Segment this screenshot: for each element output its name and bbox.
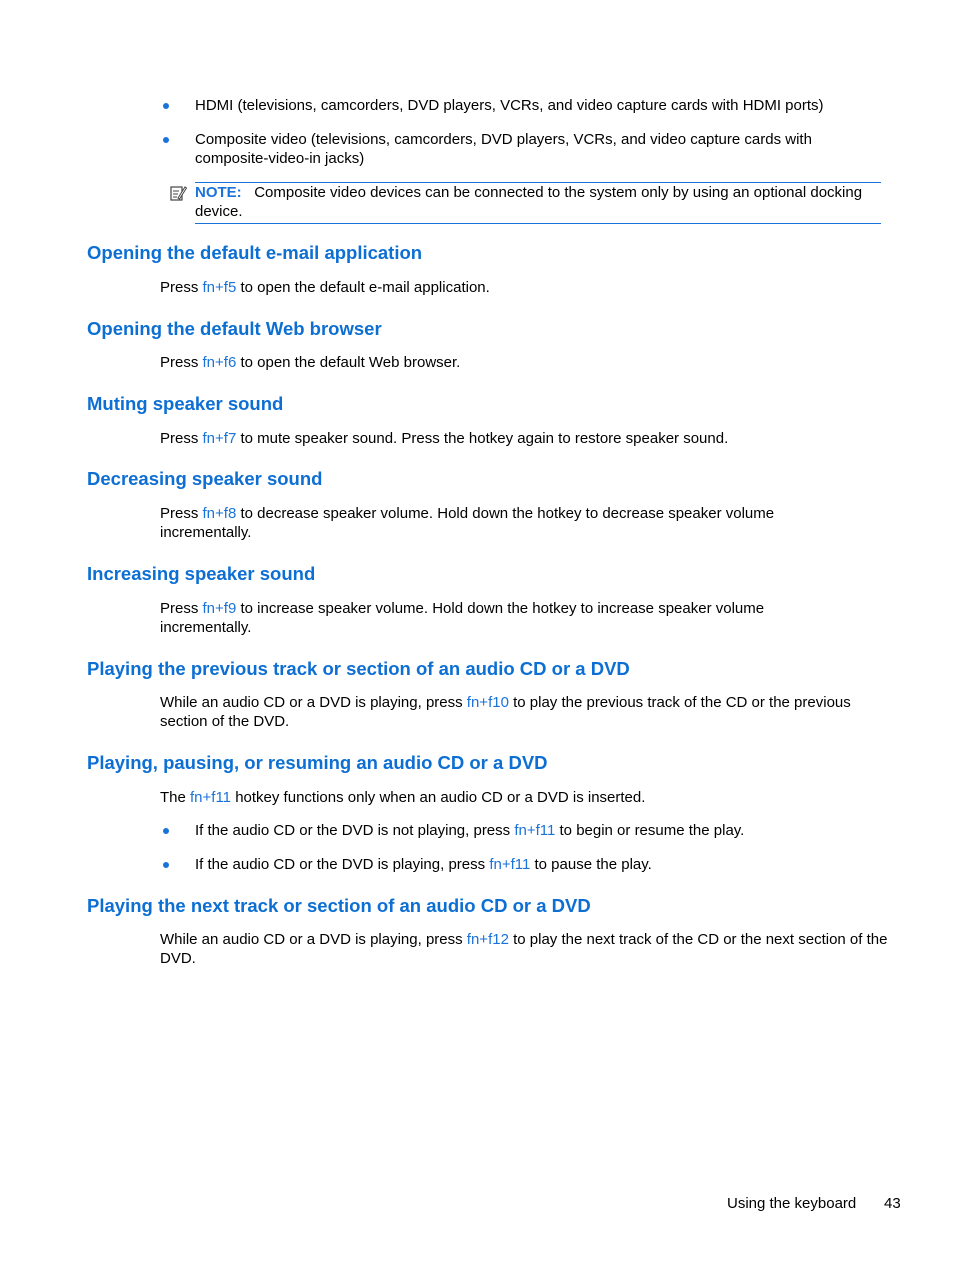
para-text: to decrease speaker volume. Hold down the hotkey to decrease speaker volume incrementally. — [160, 505, 775, 541]
para-text: to play the next track of the CD or the next section of the DVD. — [160, 931, 888, 967]
para-text: to open the default e-mail application. — [236, 279, 490, 296]
heading-next-track: Playing the next track or section of an audio CD or a DVD — [87, 895, 591, 916]
bullet-not-playing — [195, 821, 885, 840]
para-text: The — [160, 789, 191, 806]
para-muting — [160, 429, 885, 448]
hotkey-fn-f12: fn+f12 — [466, 931, 509, 948]
para-email — [160, 278, 885, 297]
heading-muting: Muting speaker sound — [87, 393, 284, 414]
bullet-text: If the audio CD or the DVD is not playing, press — [195, 822, 515, 839]
bullet-marker — [163, 862, 169, 868]
top-bullet-hdmi: HDMI (televisions, camcorders, DVD players, VCRs, and video capture cards with HDMI ports) — [195, 97, 824, 114]
para-text: to mute speaker sound. Press the hotkey again to restore speaker sound. — [236, 430, 729, 447]
para-text: Press — [160, 505, 203, 522]
heading-previous-track: Playing the previous track or section of an audio CD or a DVD — [87, 658, 630, 679]
hotkey-fn-f7: fn+f7 — [202, 430, 237, 447]
bullet-text: to begin or resume the play. — [555, 822, 745, 839]
para-increasing — [160, 599, 830, 637]
hotkey-fn-f6: fn+f6 — [202, 354, 237, 371]
footer-chapter-title: Using the keyboard — [727, 1195, 857, 1212]
para-text: Press — [160, 430, 203, 447]
heading-increasing: Increasing speaker sound — [87, 563, 316, 584]
bullet-text: If the audio CD or the DVD is playing, press — [195, 856, 490, 873]
hotkey-fn-f11: fn+f11 — [190, 789, 232, 806]
heading-decreasing: Decreasing speaker sound — [87, 468, 323, 489]
note-label: NOTE: — [195, 184, 242, 201]
top-bullet-composite: Composite video (televisions, camcorders, DVD players, VCRs, and video capture cards with composite-video-in jacks) — [195, 131, 812, 167]
para-text: Press — [160, 354, 203, 371]
heading-email: Opening the default e-mail application — [87, 242, 423, 263]
para-text: While an audio CD or a DVD is playing, press — [160, 694, 467, 711]
hotkey-fn-f5: fn+f5 — [202, 279, 237, 296]
bullet-marker — [163, 828, 169, 834]
hotkey-fn-f8: fn+f8 — [202, 505, 237, 522]
hotkey-fn-f10: fn+f10 — [466, 694, 509, 711]
para-previous-track — [160, 693, 888, 731]
hotkey-fn-f9: fn+f9 — [202, 600, 237, 617]
para-play-pause — [160, 788, 885, 807]
para-next-track — [160, 930, 888, 968]
heading-web-browser: Opening the default Web browser — [87, 318, 382, 339]
heading-play-pause: Playing, pausing, or resuming an audio CD or a DVD — [87, 752, 548, 773]
para-text: Press — [160, 279, 203, 296]
bullet-marker — [163, 137, 169, 143]
para-text: to increase speaker volume. Hold down the hotkey to increase speaker volume incrementally. — [160, 600, 765, 636]
para-decreasing — [160, 504, 840, 542]
para-text: hotkey functions only when an audio CD or a DVD is inserted. — [231, 789, 646, 806]
bullet-playing — [195, 855, 885, 874]
bullet-marker — [163, 103, 169, 109]
para-text: Press — [160, 600, 203, 617]
note-pencil-icon — [169, 184, 187, 202]
para-text: to open the default Web browser. — [236, 354, 461, 371]
para-text: to play the previous track of the CD or the previous section of the DVD. — [160, 694, 851, 730]
note-text: Composite video devices can be connected to the system only by using an optional docking device. — [195, 184, 863, 220]
hotkey-fn-f11: fn+f11 — [489, 856, 531, 873]
para-web-browser — [160, 353, 885, 372]
note-content — [195, 183, 875, 221]
para-text: While an audio CD or a DVD is playing, press — [160, 931, 467, 948]
bullet-text: to pause the play. — [530, 856, 652, 873]
footer-page-number: 43 — [884, 1195, 901, 1212]
hotkey-fn-f11: fn+f11 — [514, 822, 556, 839]
